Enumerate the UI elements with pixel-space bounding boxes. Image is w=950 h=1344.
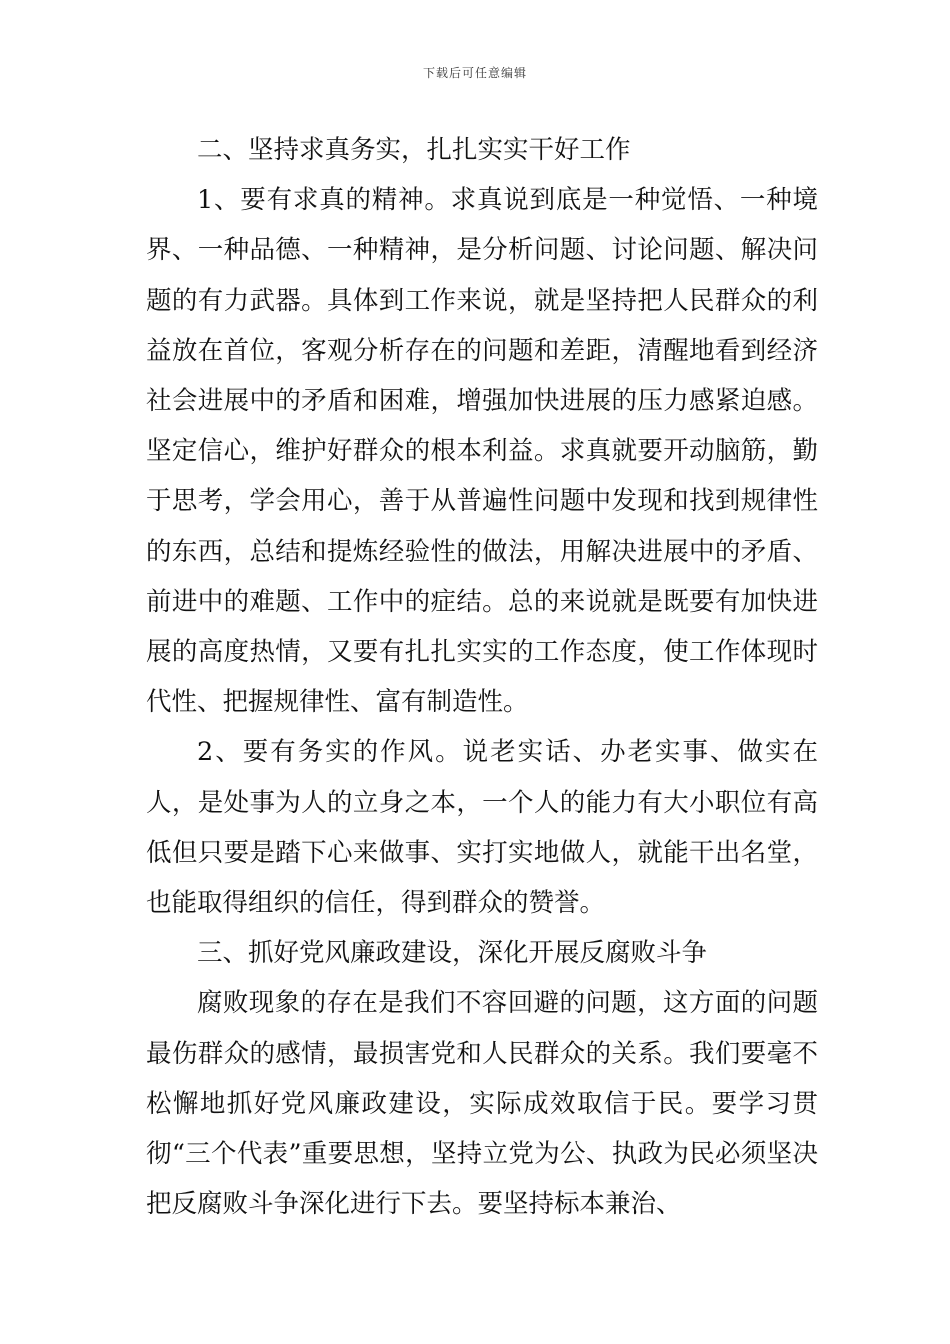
page-header: 下载后可任意编辑 — [422, 66, 527, 80]
document-body — [146, 125, 818, 1229]
paragraph-seek-truth: 1、要有求真的精神。求真说到底是一种觉悟、一种境界、一种品德、一种精神，是分析问题、讨论问题、解决问题的有力武器。具体到工作来说，就是坚持把人民群众的利益放在首位，客观分析存在的问题和差距，清醒地看到经济社会进展中的矛盾和困难，增强加快进展的压力感紧迫感。坚定信心，维护好群众的根本利益。求真就要开动脑筋，勤于思考，学会用心，善于从普遍性问题中发现和找到规律性的东西，总结和提炼经验性的做法，用解决进展中的矛盾、前进中的难题、工作中的症结。总的来说就是既要有加快进展的高度热情，又要有扎扎实实的工作态度，使工作体现时代性、把握规律性、富有制造性。 — [146, 185, 818, 718]
section-heading-two: 二、坚持求真务实，扎扎实实干好工作 — [197, 135, 631, 165]
paragraph-practical-style: 2、要有务实的作风。说老实话、办老实事、做实在人，是处事为人的立身之本，一个人的能力有大小职位有高低但只要是踏下心来做事、实打实地做人，就能干出名堂，也能取得组织的信任，得到群众的赞誉。 — [146, 737, 818, 919]
section-heading-three: 三、抓好党风廉政建设，深化开展反腐败斗争 — [197, 938, 708, 969]
paragraph-anti-corruption: 腐败现象的存在是我们不容回避的问题，这方面的问题最伤群众的感情，最损害党和人民群众的关系。我们要毫不松懈地抓好党风廉政建设，实际成效取信于民。要学习贯彻“三个代表”重要思想，坚持立党为公、执政为民必须坚决把反腐败斗争深化进行下去。要坚持标本兼治、 — [146, 988, 818, 1220]
